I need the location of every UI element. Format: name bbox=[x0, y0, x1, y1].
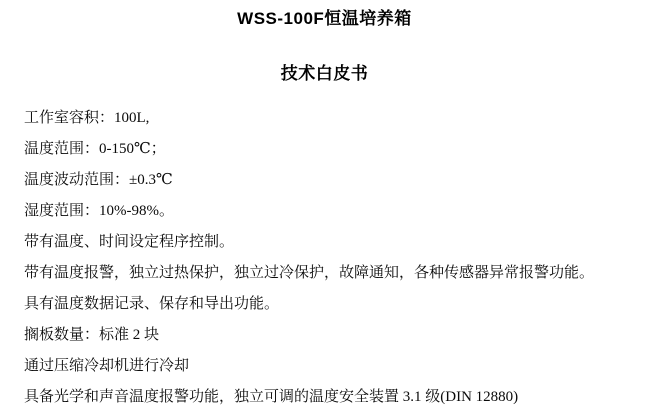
spec-line: 湿度范围：10%-98%。 bbox=[24, 203, 174, 219]
document-body bbox=[0, 87, 649, 413]
document-title: WSS-100F恒温培养箱 bbox=[237, 9, 412, 28]
spec-line: 温度波动范围：±0.3℃ bbox=[24, 172, 173, 188]
spec-line: 带有温度报警，独立过热保护，独立过冷保护，故障通知，各种传感器异常报警功能。 bbox=[24, 265, 595, 281]
spec-line: 温度范围：0-150℃； bbox=[24, 141, 166, 157]
spec-line: 工作室容积：100L, bbox=[24, 110, 150, 126]
spec-line: 具备光学和声音温度报警功能，独立可调的温度安全装置 3.1 级(DIN 12880) bbox=[24, 389, 519, 405]
spec-line: 带有温度、时间设定程序控制。 bbox=[24, 234, 235, 250]
spec-line: 搁板数量：标准 2 块 bbox=[24, 327, 160, 343]
spec-line: 通过压缩冷却机进行冷却 bbox=[24, 358, 190, 374]
document-subtitle: 技术白皮书 bbox=[280, 64, 369, 83]
spec-line: 具有温度数据记录、保存和导出功能。 bbox=[24, 296, 280, 312]
